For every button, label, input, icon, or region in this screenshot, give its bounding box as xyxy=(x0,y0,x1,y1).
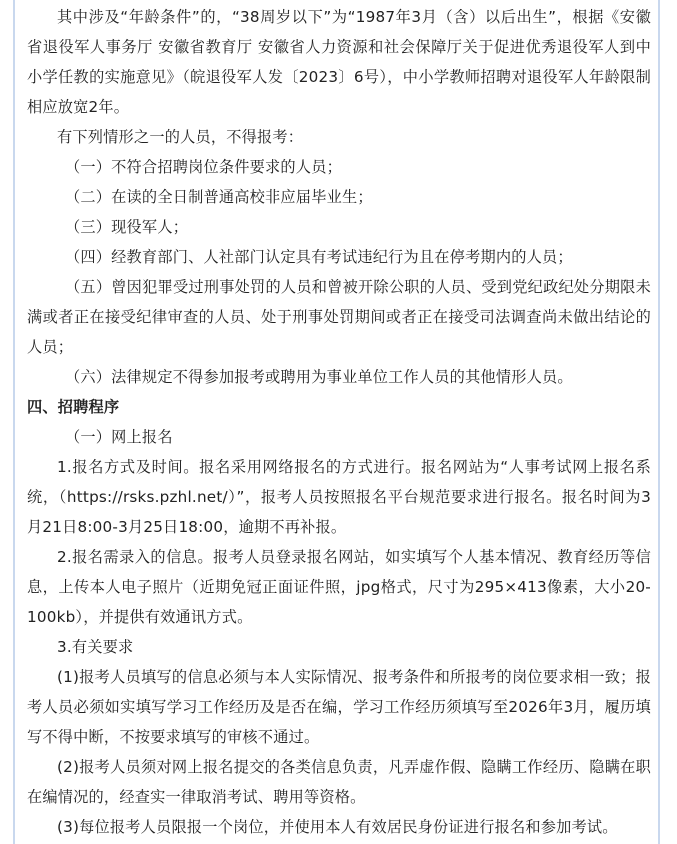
ineligible-item-4: （四）经教育部门、人社部门认定具有考试违纪行为且在停考期内的人员； xyxy=(65,248,573,266)
requirement-item-1: (1)报考人员填写的信息必须与本人实际情况、报考条件和所报考的岗位要求相一致；报考人员必须如实填写学习工作经历及是否在编，学习工作经历须填写至2026年3月，履历填写不得中断，不按要求填写的审核不通过。 xyxy=(27,668,651,746)
registration-method-paragraph: 1.报名方式及时间。报名采用网络报名的方式进行。报名网站为“人事考试网上报名系统，（https://rsks.pzhl.net/）”，报考人员按照报名平台规范要求进行报名。报名时间为3月21日8:00-3月25日18:00，逾期不再补报。 xyxy=(27,458,651,536)
ineligible-item-2: （二）在读的全日制普通高校非应届毕业生； xyxy=(65,188,373,206)
ineligible-item-3: （三）现役军人； xyxy=(65,218,189,236)
ineligible-item-5: （五）曾因犯罪受过刑事处罚的人员和曾被开除公职的人员、受到党纪政纪处分期限未满或者正在接受纪律审查的人员、处于刑事处罚期间或者正在接受司法调查尚未做出结论的人员； xyxy=(27,278,651,356)
ineligible-intro: 有下列情形之一的人员，不得报考： xyxy=(57,128,304,146)
subsection-online-registration: （一）网上报名 xyxy=(65,428,173,446)
ineligible-item-1: （一）不符合招聘岗位条件要求的人员； xyxy=(65,158,342,176)
requirement-item-3: (3)每位报考人员限报一个岗位，并使用本人有效居民身份证进行报名和参加考试。 xyxy=(57,818,618,836)
registration-info-paragraph: 2.报名需录入的信息。报考人员登录报名网站，如实填写个人基本情况、教育经历等信息，上传本人电子照片（近期免冠正面证件照，jpg格式，尺寸为295×413像素，大小20-100kb），并提供有效通讯方式。 xyxy=(27,548,651,626)
section-heading-recruitment-procedure: 四、招聘程序 xyxy=(27,398,120,416)
article-body xyxy=(27,2,651,842)
requirements-heading: 3.有关要求 xyxy=(57,638,134,656)
requirement-item-2: (2)报考人员须对网上报名提交的各类信息负责，凡弄虚作假、隐瞒工作经历、隐瞒在职在编情况的，经查实一律取消考试、聘用等资格。 xyxy=(27,758,651,806)
ineligible-item-6: （六）法律规定不得参加报考或聘用为事业单位工作人员的其他情形人员。 xyxy=(65,368,573,386)
age-condition-paragraph: 其中涉及“年龄条件”的，“38周岁以下”为“1987年3月（含）以后出生”，根据《安徽省退役军人事务厅 安徽省教育厅 安徽省人力资源和社会保障厅关于促进优秀退役军人到中小学任教的实施意见》（皖退役军人发〔2023〕6号），中小学教师招聘对退役军人年龄限制相应放宽2年。 xyxy=(27,8,651,116)
